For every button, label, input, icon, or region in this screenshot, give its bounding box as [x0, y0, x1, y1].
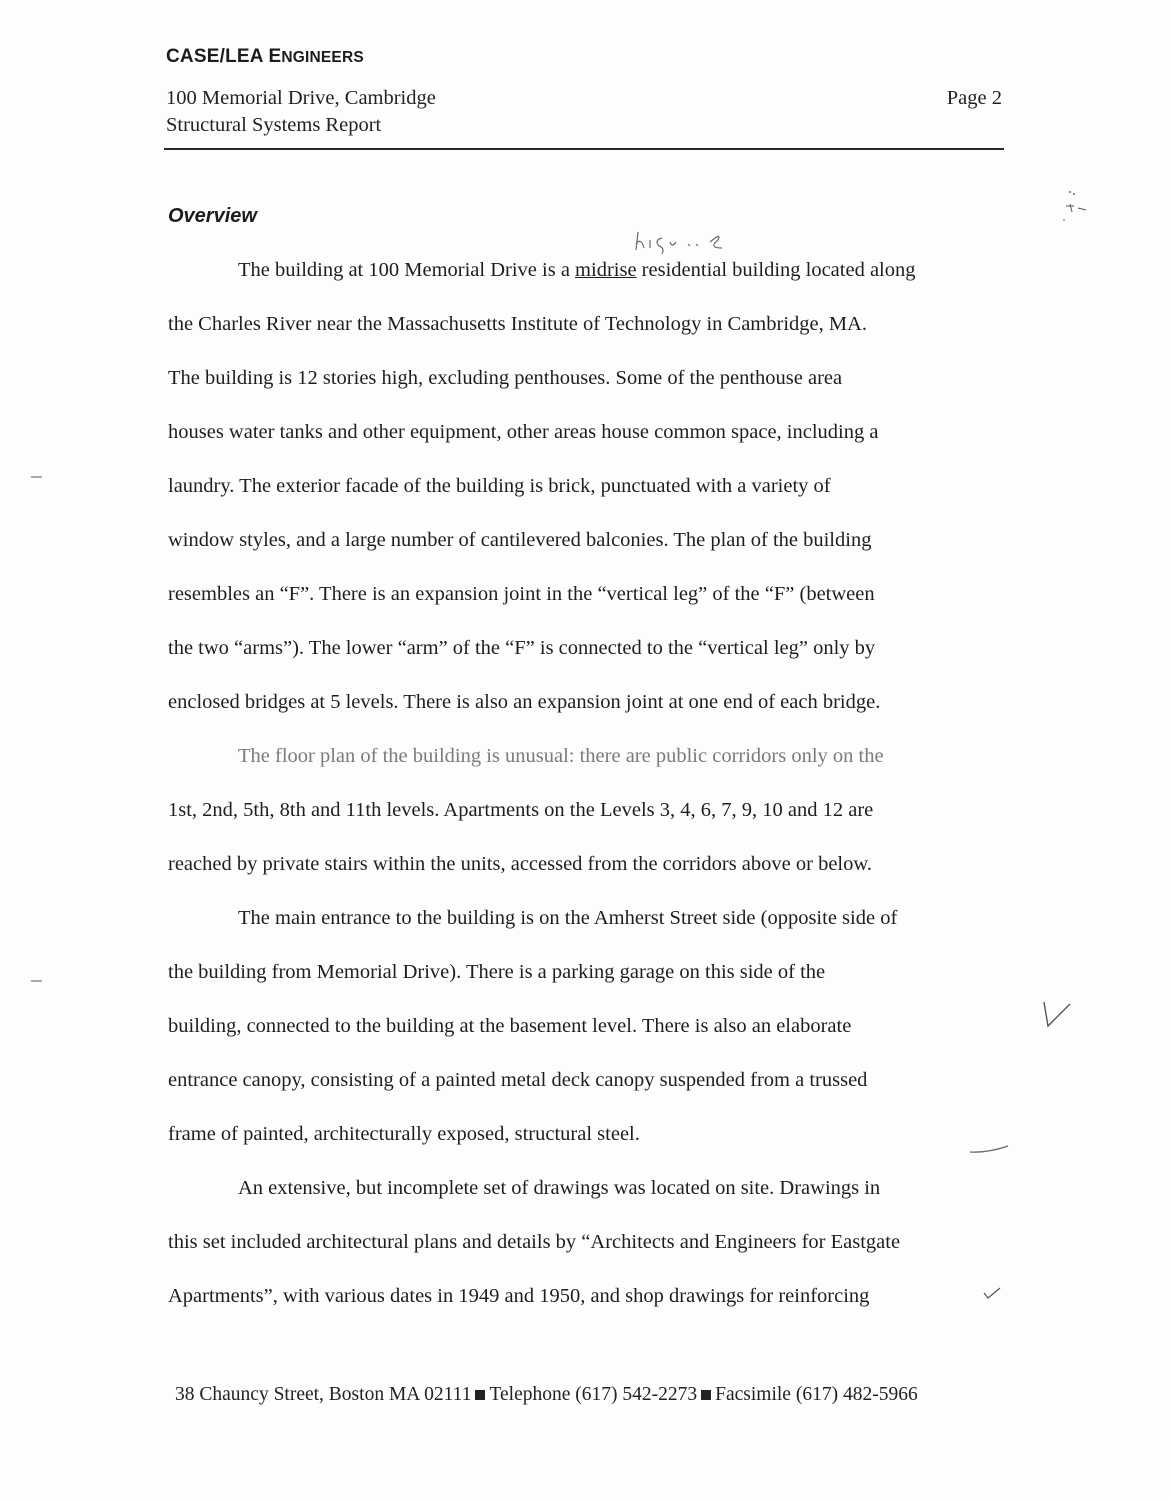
small-check-icon: [982, 1286, 1002, 1300]
text-line: entrance canopy, consisting of a painted metal deck canopy suspended from a trussed: [168, 1069, 868, 1091]
text-line-faded: The floor plan of the building is unusual: there are public corridors only on the: [238, 745, 884, 767]
footer-contact: [175, 1384, 918, 1406]
text-line: laundry. The exterior facade of the building is brick, punctuated with a variety of: [168, 475, 831, 497]
report-title: Structural Systems Report: [166, 114, 382, 136]
check-mark-icon: [1040, 1000, 1074, 1030]
square-bullet-icon: [475, 1390, 485, 1400]
text-line: enclosed bridges at 5 levels. There is also an expansion joint at one end of each bridge.: [168, 691, 881, 713]
text-line: 1st, 2nd, 5th, 8th and 11th levels. Apartments on the Levels 3, 4, 6, 7, 9, 10 and 12 are: [168, 799, 874, 821]
text-line: resembles an “F”. There is an expansion joint in the “vertical leg” of the “F” (between: [168, 583, 875, 605]
margin-dash-icon: [30, 978, 44, 984]
text-line: this set included architectural plans and details by “Architects and Engineers for Eastgate: [168, 1231, 901, 1253]
footer-facsimile: Facsimile (617) 482-5966: [715, 1384, 918, 1405]
firm-name-rest: NGINEERS: [281, 49, 364, 66]
overview-body: [168, 243, 1013, 1323]
text-line: frame of painted, architecturally exposed, structural steel.: [168, 1123, 640, 1145]
margin-dash-icon: [30, 474, 44, 480]
text-line: The building is 12 stories high, excluding penthouses. Some of the penthouse area: [168, 367, 843, 389]
dash-mark-icon: [968, 1142, 1010, 1156]
text-line: reached by private stairs within the units, accessed from the corridors above or below.: [168, 853, 872, 875]
text-line: the building from Memorial Drive). There is a parking garage on this side of the: [168, 961, 826, 983]
section-title: Overview: [168, 205, 257, 227]
text-line: window styles, and a large number of cantilevered balconies. The plan of the building: [168, 529, 872, 551]
page-number: Page 2: [946, 87, 1002, 109]
text-line: Apartments”, with various dates in 1949 and 1950, and shop drawings for reinforcing: [168, 1285, 870, 1307]
square-bullet-icon: [701, 1390, 711, 1400]
footer-telephone: Telephone (617) 542-2273: [489, 1384, 698, 1405]
text-line: the two “arms”). The lower “arm” of the “F” is connected to the “vertical leg” only by: [168, 637, 876, 659]
text-line: building, connected to the building at the basement level. There is also an elaborate: [168, 1015, 852, 1037]
text-line: The building at 100 Memorial Drive is a midrise residential building located along: [238, 259, 916, 281]
firm-name: [166, 46, 364, 68]
text-line: houses water tanks and other equipment, other areas house common space, including a: [168, 421, 879, 443]
text-line: The main entrance to the building is on the Amherst Street side (opposite side of: [238, 907, 898, 929]
underlined-word: midrise: [575, 259, 637, 281]
footer-address: 38 Chauncy Street, Boston MA 02111: [175, 1384, 472, 1405]
header-rule: [164, 148, 1004, 150]
header-address: 100 Memorial Drive, Cambridge: [166, 87, 436, 109]
text-line: An extensive, but incomplete set of drawings was located on site. Drawings in: [238, 1177, 881, 1199]
firm-name-main: CASE/LEA E: [166, 46, 282, 67]
text-line: the Charles River near the Massachusetts Institute of Technology in Cambridge, MA.: [168, 313, 868, 335]
margin-speck-icon: [1060, 186, 1094, 226]
